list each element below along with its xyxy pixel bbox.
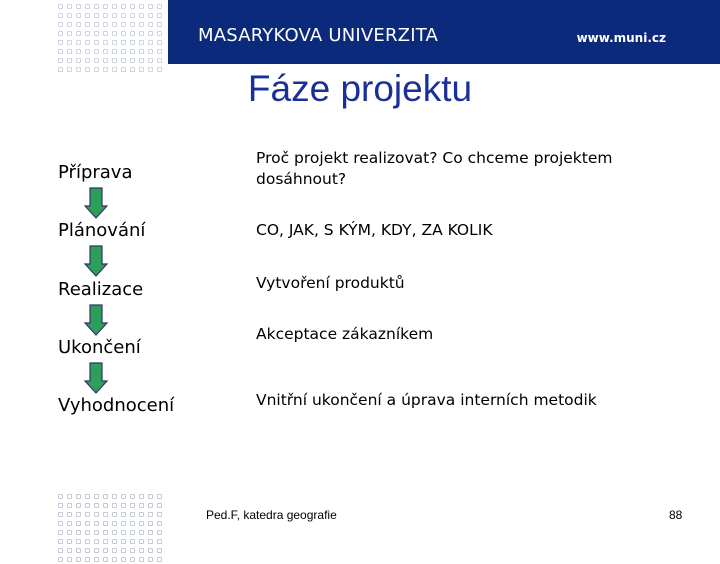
decorative-dot-grid-bottom [58,494,164,564]
dot-square [139,40,144,45]
dot-square [85,31,90,36]
dot-square [130,530,135,535]
dot-square [148,548,153,553]
dot-square [139,49,144,54]
dot-square [67,557,72,562]
dot-square [94,557,99,562]
dot-square [139,13,144,18]
dot-square [85,503,90,508]
dot-square [76,22,81,27]
dot-square [85,58,90,63]
dot-square [58,503,63,508]
dot-square [112,4,117,9]
dot-square [58,13,63,18]
dot-square [148,512,153,517]
dot-square [58,49,63,54]
dot-square [58,521,63,526]
dot-square [130,521,135,526]
dot-square [94,58,99,63]
dot-square [58,494,63,499]
dot-square [157,530,162,535]
dot-square [112,521,117,526]
dot-square [148,4,153,9]
dot-square [103,40,108,45]
phase-description: Vnitřní ukončení a úprava interních metodik [256,391,597,409]
dot-square [121,40,126,45]
dot-square [139,58,144,63]
dot-square [76,58,81,63]
dot-square [121,512,126,517]
dot-square [112,58,117,63]
dot-square [58,40,63,45]
dot-square [58,512,63,517]
dot-square [103,521,108,526]
dot-square [85,13,90,18]
dot-square [76,557,81,562]
dot-square [94,503,99,508]
dot-square [157,494,162,499]
dot-square [103,530,108,535]
dot-square [103,512,108,517]
dot-square [148,494,153,499]
dot-square [103,49,108,54]
dot-square [103,548,108,553]
dot-square [112,530,117,535]
dot-square [148,13,153,18]
dot-square [76,548,81,553]
dot-square [103,13,108,18]
dot-square [130,49,135,54]
dot-square [103,22,108,27]
dot-square [94,521,99,526]
dot-square [76,521,81,526]
dot-square [157,58,162,63]
dot-square [67,49,72,54]
dot-square [121,494,126,499]
dot-square [157,13,162,18]
dot-square [139,494,144,499]
dot-square [67,22,72,27]
dot-square [157,22,162,27]
dot-square [58,530,63,535]
dot-square [112,49,117,54]
dot-square [121,503,126,508]
dot-square [157,49,162,54]
dot-square [58,58,63,63]
dot-square [139,4,144,9]
dot-square [85,40,90,45]
dot-square [67,40,72,45]
dot-square [76,4,81,9]
dot-square [112,31,117,36]
dot-square [148,503,153,508]
phase-label: Plánování [58,220,146,241]
dot-square [112,40,117,45]
down-arrow-icon [84,362,108,394]
dot-square [121,557,126,562]
dot-square [94,49,99,54]
dot-square [112,557,117,562]
dot-square [130,503,135,508]
dot-square [130,31,135,36]
dot-square [58,4,63,9]
dot-square [94,31,99,36]
dot-square [58,22,63,27]
dot-square [121,31,126,36]
phase-label: Vyhodnocení [58,395,175,416]
dot-square [58,548,63,553]
dot-square [112,512,117,517]
dot-square [67,58,72,63]
dot-square [130,58,135,63]
dot-square [67,31,72,36]
dot-square [130,4,135,9]
page-number: 88 [669,508,683,522]
dot-square [58,557,63,562]
dot-square [103,503,108,508]
footer-text: Ped.F, katedra geografie [206,508,337,522]
dot-square [67,13,72,18]
dot-square [85,521,90,526]
dot-square [121,548,126,553]
down-arrow-icon [84,304,108,336]
dot-square [121,13,126,18]
dot-square [121,58,126,63]
dot-square [148,49,153,54]
university-name: MASARYKOVA UNIVERZITA [198,25,439,46]
dot-square [139,512,144,517]
dot-square [94,13,99,18]
website-url: www.muni.cz [576,31,666,45]
dot-square [67,548,72,553]
dot-square [76,31,81,36]
dot-square [148,31,153,36]
dot-square [76,13,81,18]
dot-square [76,530,81,535]
dot-square [130,494,135,499]
dot-square [139,548,144,553]
dot-square [85,548,90,553]
dot-square [139,31,144,36]
dot-square [157,512,162,517]
down-arrow-icon [84,187,108,219]
dot-square [130,548,135,553]
dot-square [139,22,144,27]
dot-square [157,557,162,562]
dot-square [112,494,117,499]
dot-square [67,512,72,517]
dot-square [148,530,153,535]
dot-square [157,503,162,508]
dot-square [139,503,144,508]
dot-square [103,4,108,9]
dot-square [157,548,162,553]
down-arrow-icon [84,245,108,277]
dot-square [94,548,99,553]
phase-description: CO, JAK, S KÝM, KDY, ZA KOLIK [256,221,493,239]
dot-square [103,494,108,499]
phase-description: Vytvoření produktů [256,274,405,292]
dot-square [157,521,162,526]
dot-square [148,22,153,27]
dot-square [76,49,81,54]
university-banner [168,0,720,64]
dot-square [139,557,144,562]
dot-square [139,530,144,535]
dot-square [103,58,108,63]
dot-square [67,4,72,9]
dot-square [112,548,117,553]
dot-square [76,512,81,517]
dot-square [85,4,90,9]
dot-square [112,22,117,27]
dot-square [130,557,135,562]
dot-square [94,4,99,9]
phase-label: Realizace [58,279,144,300]
dot-square [58,31,63,36]
dot-square [112,503,117,508]
phase-label: Ukončení [58,337,141,358]
dot-square [94,40,99,45]
dot-square [94,22,99,27]
dot-square [76,503,81,508]
dot-square [76,40,81,45]
dot-square [67,494,72,499]
dot-square [130,40,135,45]
dot-square [94,530,99,535]
phase-description: Akceptace zákazníkem [256,325,434,343]
dot-square [67,521,72,526]
dot-square [121,530,126,535]
dot-square [139,521,144,526]
dot-square [121,22,126,27]
phase-description: Proč projekt realizovat? Co chceme projektem dosáhnout? [256,149,613,188]
dot-square [112,13,117,18]
dot-square [148,557,153,562]
dot-square [76,494,81,499]
dot-square [157,4,162,9]
dot-square [85,557,90,562]
dot-square [130,22,135,27]
dot-square [121,521,126,526]
dot-square [121,4,126,9]
dot-square [94,494,99,499]
decorative-dot-grid-top [58,4,164,74]
dot-square [148,521,153,526]
dot-square [148,40,153,45]
dot-square [85,494,90,499]
dot-square [130,512,135,517]
dot-square [85,22,90,27]
dot-square [103,31,108,36]
slide-title: Fáze projektu [247,68,473,109]
dot-square [94,512,99,517]
dot-square [85,49,90,54]
dot-square [103,557,108,562]
dot-square [130,13,135,18]
dot-square [157,31,162,36]
dot-square [67,530,72,535]
phase-label: Příprava [58,162,133,183]
dot-square [157,40,162,45]
dot-square [121,49,126,54]
dot-square [148,58,153,63]
dot-square [67,503,72,508]
dot-square [85,530,90,535]
dot-square [85,512,90,517]
